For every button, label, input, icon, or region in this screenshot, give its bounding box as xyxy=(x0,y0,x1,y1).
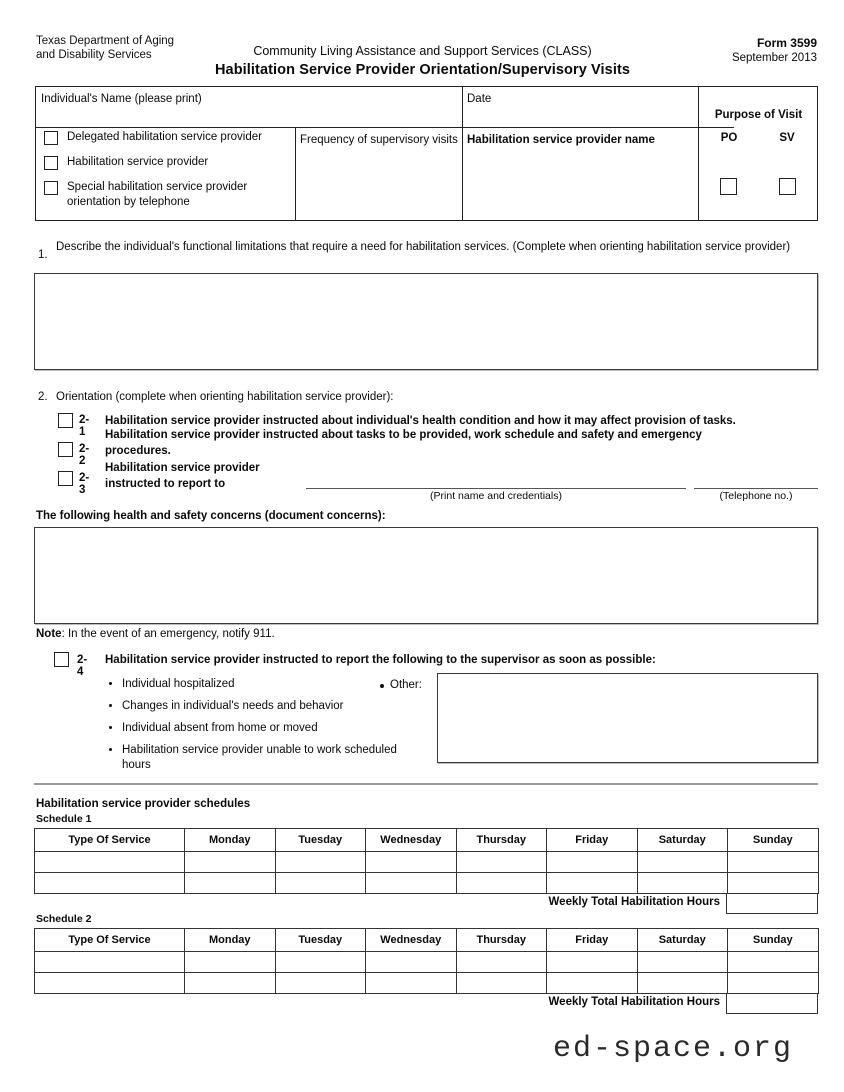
schedule-2-weekly-total-label: Weekly Total Habilitation Hours xyxy=(548,996,720,1008)
individual-name-label: Individual's Name (please print) xyxy=(41,93,202,105)
column-header-thursday: Thursday xyxy=(456,929,547,952)
emergency-note-bold: Note xyxy=(36,628,62,640)
orientation-item-2-1-number: 2-1 xyxy=(79,414,90,438)
orientation-item-2-4-text: Habilitation service provider instructed to report the following to the supervisor as soon as possible: xyxy=(105,654,656,666)
schedule-1-weekly-total-value[interactable] xyxy=(726,893,818,914)
form-header xyxy=(0,30,844,82)
checkbox-row-habilitation[interactable] xyxy=(44,155,289,170)
identification-table xyxy=(35,86,818,221)
checkbox-delegated-provider-label: Delegated habilitation service provider xyxy=(67,131,262,143)
section-2-number: 2. xyxy=(38,391,48,403)
agency-line-1: Texas Department of Aging xyxy=(36,35,175,47)
column-header-friday: Friday xyxy=(547,929,638,952)
po-label: PO xyxy=(720,132,738,144)
table-header-row xyxy=(35,929,819,952)
cell-monday[interactable] xyxy=(185,952,276,973)
checkbox-special-orientation-telephone[interactable] xyxy=(44,181,58,195)
column-header-monday: Monday xyxy=(185,929,276,952)
checkbox-delegated-provider[interactable] xyxy=(44,131,58,145)
column-header-tuesday: Tuesday xyxy=(275,829,366,852)
schedule-2-label: Schedule 2 xyxy=(36,913,92,925)
checkbox-item-2-3[interactable] xyxy=(58,471,73,486)
cell-saturday[interactable] xyxy=(637,852,728,873)
section-1-instruction: Describe the individual's functional limitations that require a need for habilitation services. (Complete when orienting habilitation service provider) xyxy=(56,241,791,253)
cell-type-of-service[interactable] xyxy=(35,852,185,873)
telephone-caption: (Telephone no.) xyxy=(719,490,793,502)
table-divider-horizontal xyxy=(36,127,734,128)
cell-friday[interactable] xyxy=(547,973,638,994)
cell-saturday[interactable] xyxy=(637,952,728,973)
cell-wednesday[interactable] xyxy=(366,852,457,873)
cell-type-of-service[interactable] xyxy=(35,952,185,973)
checkbox-special-orientation-telephone-label: Special habilitation service provider orientation by telephone xyxy=(67,181,248,208)
table-row xyxy=(35,873,819,894)
orientation-item-2-3-number: 2-3 xyxy=(79,472,90,496)
list-item: • Habilitation service provider unable to work scheduled hours xyxy=(122,743,397,773)
title-block xyxy=(150,44,695,79)
schedules-title: Habilitation service provider schedules xyxy=(36,798,251,810)
table-divider-vertical-frequency xyxy=(295,127,296,220)
column-header-saturday: Saturday xyxy=(637,929,728,952)
form-identifier xyxy=(732,36,817,66)
orientation-item-2-1-text: Habilitation service provider instructed about individual's health condition and how it may affect provision of tasks. xyxy=(105,415,736,427)
cell-thursday[interactable] xyxy=(456,973,547,994)
cell-friday[interactable] xyxy=(547,852,638,873)
table-row xyxy=(35,973,819,994)
cell-wednesday[interactable] xyxy=(366,973,457,994)
print-name-input-line[interactable] xyxy=(306,488,686,489)
table-row xyxy=(35,952,819,973)
cell-wednesday[interactable] xyxy=(366,873,457,894)
bullet-icon xyxy=(380,684,384,688)
sv-label: SV xyxy=(779,132,795,144)
checkbox-habilitation-provider-label: Habilitation service provider xyxy=(67,156,209,168)
column-header-sunday: Sunday xyxy=(728,929,819,952)
cell-monday[interactable] xyxy=(185,973,276,994)
cell-sunday[interactable] xyxy=(728,973,819,994)
column-header-friday: Friday xyxy=(547,829,638,852)
cell-tuesday[interactable] xyxy=(275,873,366,894)
column-header-type-of-service: Type Of Service xyxy=(35,829,185,852)
list-item: • Individual hospitalized xyxy=(122,677,397,692)
cell-wednesday[interactable] xyxy=(366,952,457,973)
cell-type-of-service[interactable] xyxy=(35,873,185,894)
table-divider-horizontal-purpose xyxy=(698,127,734,128)
emergency-note-text: : In the event of an emergency, notify 911. xyxy=(61,628,275,640)
table-divider-vertical-date xyxy=(462,87,463,220)
page-title: Habilitation Service Provider Orientation/Supervisory Visits xyxy=(214,62,631,78)
schedule-2-table xyxy=(34,928,819,994)
checkbox-row-delegated[interactable] xyxy=(44,130,289,145)
schedule-1-weekly-total-label: Weekly Total Habilitation Hours xyxy=(548,896,720,908)
table-divider-vertical-purpose xyxy=(698,87,699,220)
functional-limitations-textarea[interactable] xyxy=(34,273,818,370)
list-item: • Individual absent from home or moved xyxy=(122,721,397,736)
schedule-1-label: Schedule 1 xyxy=(36,813,92,825)
cell-thursday[interactable] xyxy=(456,952,547,973)
date-label: Date xyxy=(467,93,492,105)
table-header-row xyxy=(35,829,819,852)
form-revision-date: September 2013 xyxy=(731,52,817,64)
section-2-heading: Orientation (complete when orienting habilitation service provider): xyxy=(56,391,394,403)
cell-friday[interactable] xyxy=(547,952,638,973)
cell-sunday[interactable] xyxy=(728,873,819,894)
schedule-2-weekly-total-value[interactable] xyxy=(726,993,818,1014)
provider-name-label: Habilitation service provider name xyxy=(467,134,655,146)
emergency-note xyxy=(36,628,275,640)
telephone-input-line[interactable] xyxy=(694,488,818,489)
print-name-caption: (Print name and credentials) xyxy=(430,490,562,502)
section-1-number: 1. xyxy=(38,249,48,261)
cell-monday[interactable] xyxy=(185,873,276,894)
orientation-item-2-3-text: Habilitation service provider instructed to report to xyxy=(105,462,260,490)
cell-tuesday[interactable] xyxy=(275,973,366,994)
orientation-item-2-4-number: 2-4 xyxy=(77,654,88,678)
report-items-list xyxy=(107,677,397,780)
list-item: • Changes in individual's needs and behavior xyxy=(122,699,397,714)
cell-tuesday[interactable] xyxy=(275,952,366,973)
program-name: Community Living Assistance and Support Services (CLASS) xyxy=(253,44,592,58)
cell-type-of-service[interactable] xyxy=(35,973,185,994)
cell-thursday[interactable] xyxy=(456,873,547,894)
orientation-item-2-2-number: 2-2 xyxy=(79,443,90,467)
column-header-thursday: Thursday xyxy=(456,829,547,852)
column-header-type-of-service: Type Of Service xyxy=(35,929,185,952)
column-header-monday: Monday xyxy=(185,829,276,852)
cell-monday[interactable] xyxy=(185,852,276,873)
cell-saturday[interactable] xyxy=(637,973,728,994)
health-safety-textarea[interactable] xyxy=(34,527,818,624)
column-header-saturday: Saturday xyxy=(637,829,728,852)
table-row xyxy=(35,852,819,873)
site-watermark: ed-space.org xyxy=(553,1032,794,1066)
column-header-wednesday: Wednesday xyxy=(366,829,457,852)
cell-friday[interactable] xyxy=(547,873,638,894)
checkbox-purpose-po[interactable] xyxy=(720,178,737,195)
cell-sunday[interactable] xyxy=(728,952,819,973)
column-header-tuesday: Tuesday xyxy=(275,929,366,952)
checkbox-item-2-1[interactable] xyxy=(58,413,73,428)
cell-sunday[interactable] xyxy=(728,852,819,873)
checkbox-item-2-4[interactable] xyxy=(54,652,69,667)
column-header-sunday: Sunday xyxy=(728,829,819,852)
cell-thursday[interactable] xyxy=(456,852,547,873)
checkbox-purpose-sv[interactable] xyxy=(779,178,796,195)
schedule-1-table xyxy=(34,828,819,894)
checkbox-row-special-telephone[interactable] xyxy=(44,180,289,209)
frequency-label: Frequency of supervisory visits xyxy=(300,134,458,146)
agency-line-2: and Disability Services xyxy=(36,48,152,61)
section-divider xyxy=(34,783,818,785)
other-textarea[interactable] xyxy=(437,673,818,763)
purpose-of-visit-label: Purpose of Visit xyxy=(714,109,803,121)
cell-tuesday[interactable] xyxy=(275,852,366,873)
cell-saturday[interactable] xyxy=(637,873,728,894)
checkbox-habilitation-provider[interactable] xyxy=(44,156,58,170)
checkbox-item-2-2[interactable] xyxy=(58,442,73,457)
health-safety-label: The following health and safety concerns (document concerns): xyxy=(36,510,386,522)
form-number: Form 3599 xyxy=(756,36,817,50)
orientation-item-2-2-text: Habilitation service provider instructed about tasks to be provided, work schedule and safety and emergency procedures. xyxy=(105,429,702,457)
column-header-wednesday: Wednesday xyxy=(366,929,457,952)
other-label: Other: xyxy=(390,679,422,691)
